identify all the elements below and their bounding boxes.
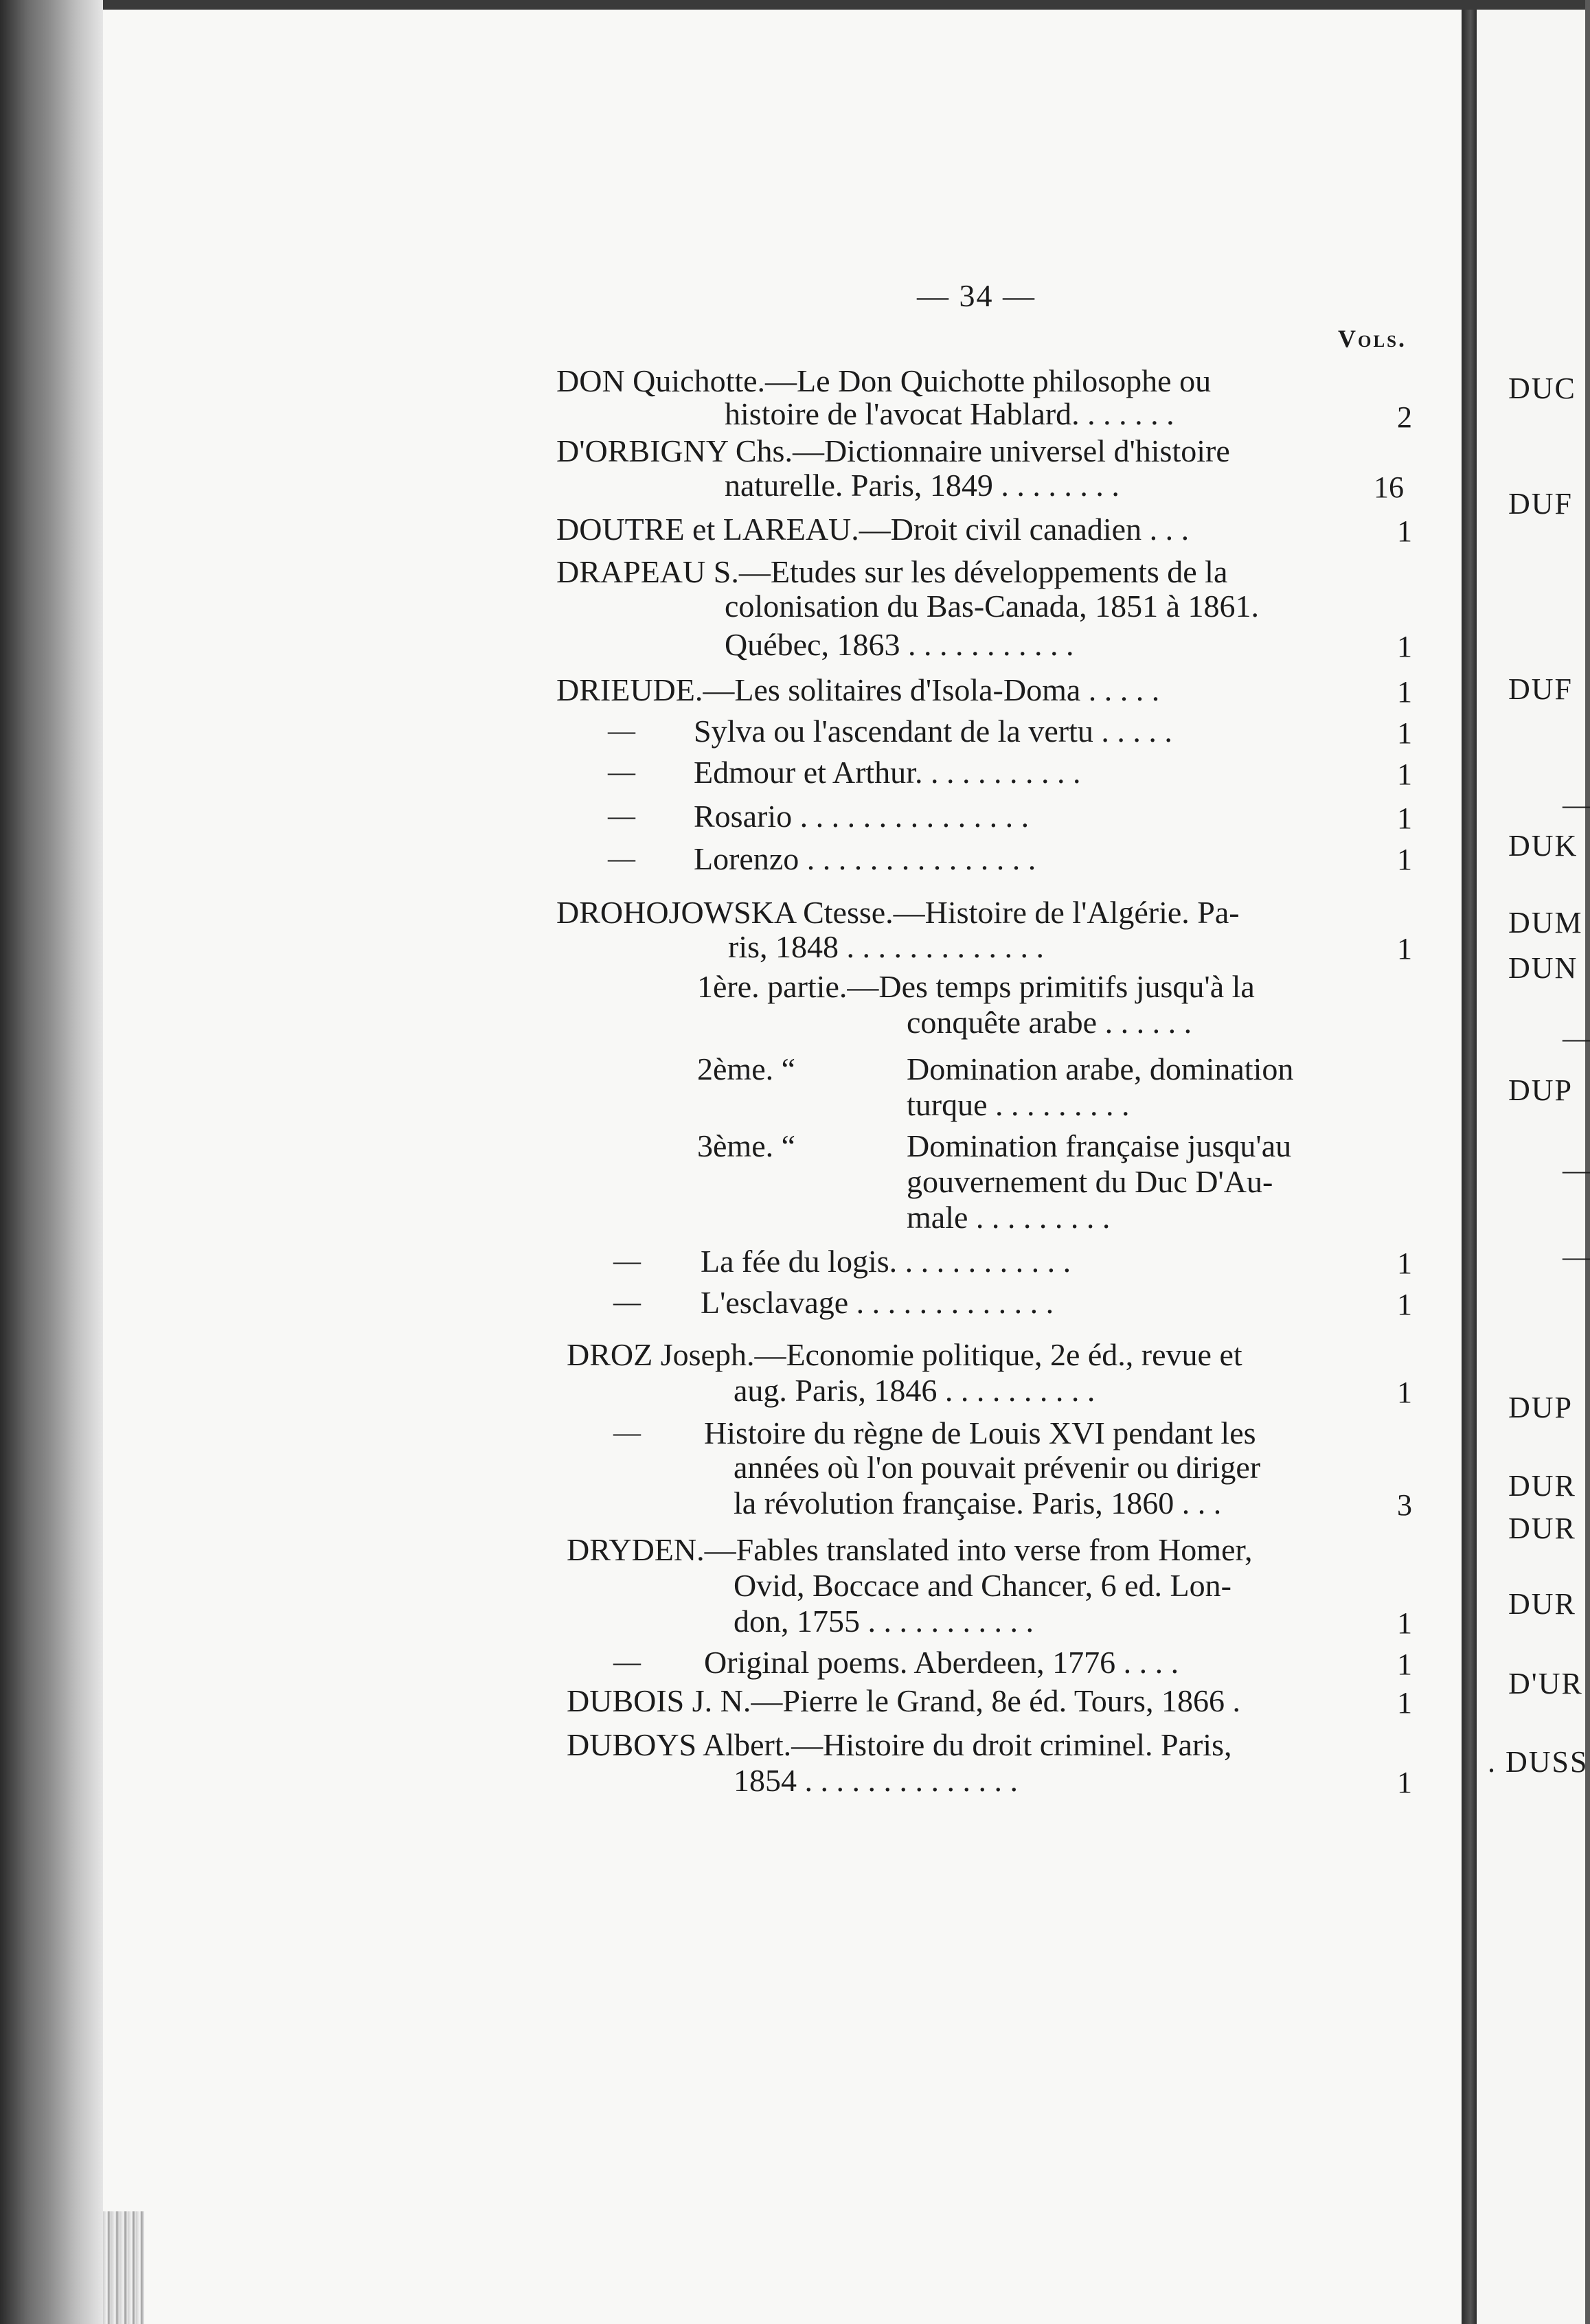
volume-count: 1: [1397, 1766, 1412, 1799]
entry-line: Québec, 1863 . . . . . . . . . . .: [725, 627, 1074, 662]
ditto-dash: —: [613, 1646, 641, 1677]
right-page-headword: DUM: [1508, 906, 1583, 939]
entry-line: ris, 1848 . . . . . . . . . . . . .: [728, 929, 1044, 964]
right-page-dash: —: [1563, 1241, 1590, 1272]
volume-count: 1: [1397, 843, 1412, 876]
volume-count: 1: [1397, 757, 1412, 791]
volume-count: 1: [1397, 1376, 1412, 1409]
entry-line: Original poems. Aberdeen, 1776 . . . .: [704, 1645, 1179, 1680]
right-page-dash: —: [1563, 1023, 1590, 1053]
ditto-dash: —: [613, 1245, 641, 1276]
entry-line: 2ème. “: [697, 1051, 796, 1086]
entry-line: Domination française jusqu'au: [907, 1128, 1292, 1163]
entry-line: don, 1755 . . . . . . . . . . .: [734, 1604, 1034, 1639]
volume-count: 1: [1397, 801, 1412, 835]
entry-line: aug. Paris, 1846 . . . . . . . . . .: [734, 1373, 1095, 1408]
entry-line: DROZ Joseph.—Economie politique, 2e éd., revue et: [567, 1337, 1242, 1372]
ditto-dash: —: [608, 843, 635, 874]
right-page-headword: DUF: [1508, 672, 1574, 706]
entry-line: DUBOIS J. N.—Pierre le Grand, 8e éd. Tours, 1866 .: [567, 1683, 1240, 1718]
volume-count: 1: [1397, 1648, 1412, 1681]
right-page-dash: —: [1563, 789, 1590, 820]
right-page-dash: —: [1563, 1154, 1590, 1185]
entry-line: Domination arabe, domination: [907, 1051, 1294, 1086]
volume-count: 1: [1397, 1606, 1412, 1640]
entry-line: gouvernement du Duc D'Au-: [907, 1164, 1273, 1199]
volume-count: 1: [1397, 1246, 1412, 1280]
volume-count: 1: [1397, 1686, 1412, 1720]
right-page-headword: . DUSS: [1488, 1745, 1589, 1779]
entry-line: DOUTRE et LAREAU.—Droit civil canadien . . .: [556, 512, 1190, 547]
entry-line: male . . . . . . . . .: [907, 1200, 1111, 1235]
right-page-headword: D'UR: [1508, 1667, 1583, 1700]
ditto-dash: —: [613, 1286, 641, 1317]
entry-line: DROHOJOWSKA Ctesse.—Histoire de l'Algérie. Pa-: [556, 895, 1240, 930]
entry-line: DRYDEN.—Fables translated into verse from Homer,: [567, 1532, 1253, 1567]
entry-line: turque . . . . . . . . .: [907, 1087, 1130, 1122]
ditto-dash: —: [608, 715, 635, 746]
volume-count: 1: [1397, 514, 1412, 548]
volume-count: 1: [1397, 932, 1412, 966]
entry-line: Ovid, Boccace and Chancer, 6 ed. Lon-: [734, 1568, 1231, 1603]
entry-line: conquête arabe . . . . . .: [907, 1005, 1192, 1040]
entry-line: L'esclavage . . . . . . . . . . . . .: [701, 1285, 1054, 1320]
right-page-headword: DUR: [1508, 1512, 1576, 1545]
entry-line: années où l'on pouvait prévenir ou diriger: [734, 1450, 1261, 1485]
volume-count: 1: [1397, 675, 1412, 709]
entry-line: Lorenzo . . . . . . . . . . . . . . .: [694, 841, 1036, 876]
entry-line: 3ème. “: [697, 1128, 796, 1163]
volume-count: 1: [1397, 716, 1412, 750]
entry-line: DON Quichotte.—Le Don Quichotte philosophe ou: [556, 363, 1212, 398]
volume-count: 2: [1397, 400, 1412, 434]
entry-line: la révolution française. Paris, 1860 . . .: [734, 1485, 1222, 1520]
entry-line: colonisation du Bas-Canada, 1851 à 1861.: [725, 589, 1260, 624]
ditto-dash: —: [608, 800, 635, 831]
entry-line: Histoire du règne de Louis XVI pendant les: [704, 1415, 1256, 1450]
ditto-dash: —: [608, 756, 635, 787]
entry-line: La fée du logis. . . . . . . . . . . .: [701, 1244, 1071, 1279]
volumes-column-heading: Vols.: [1338, 325, 1407, 352]
right-page-headword: DUR: [1508, 1469, 1576, 1503]
entry-line: 1854 . . . . . . . . . . . . . .: [734, 1763, 1018, 1798]
volume-count: 1: [1397, 1288, 1412, 1321]
right-page-headword: DUR: [1508, 1587, 1576, 1621]
entry-line: D'ORBIGNY Chs.—Dictionnaire universel d'histoire: [556, 433, 1230, 468]
ditto-dash: —: [613, 1417, 641, 1448]
page-number: — 34 —: [917, 278, 1036, 313]
entry-line: DRIEUDE.—Les solitaires d'Isola-Doma . . . . .: [556, 672, 1160, 707]
entry-line: 1ère. partie.—Des temps primitifs jusqu'à la: [697, 969, 1255, 1004]
entry-line: DUBOYS Albert.—Histoire du droit criminel. Paris,: [567, 1727, 1232, 1762]
entry-line: naturelle. Paris, 1849 . . . . . . . .: [725, 468, 1120, 503]
entry-line: Sylva ou l'ascendant de la vertu . . . . .: [694, 714, 1172, 749]
right-page-headword: DUK: [1508, 829, 1578, 863]
entry-line: Rosario . . . . . . . . . . . . . . .: [694, 799, 1030, 834]
entry-line: histoire de l'avocat Hablard. . . . . . .: [725, 396, 1174, 431]
right-page-headword: DUF: [1508, 487, 1574, 521]
volume-count: 1: [1397, 630, 1412, 663]
right-page-headword: DUP: [1508, 1391, 1574, 1424]
volume-count: 3: [1397, 1488, 1412, 1522]
right-page-headword: DUP: [1508, 1073, 1574, 1107]
entry-line: Edmour et Arthur. . . . . . . . . . .: [694, 755, 1081, 790]
right-page-headword: DUC: [1508, 372, 1576, 405]
volume-count: 16: [1374, 470, 1404, 504]
right-page-headword: DUN: [1508, 951, 1578, 985]
entry-line: DRAPEAU S.—Etudes sur les développements de la: [556, 554, 1228, 589]
